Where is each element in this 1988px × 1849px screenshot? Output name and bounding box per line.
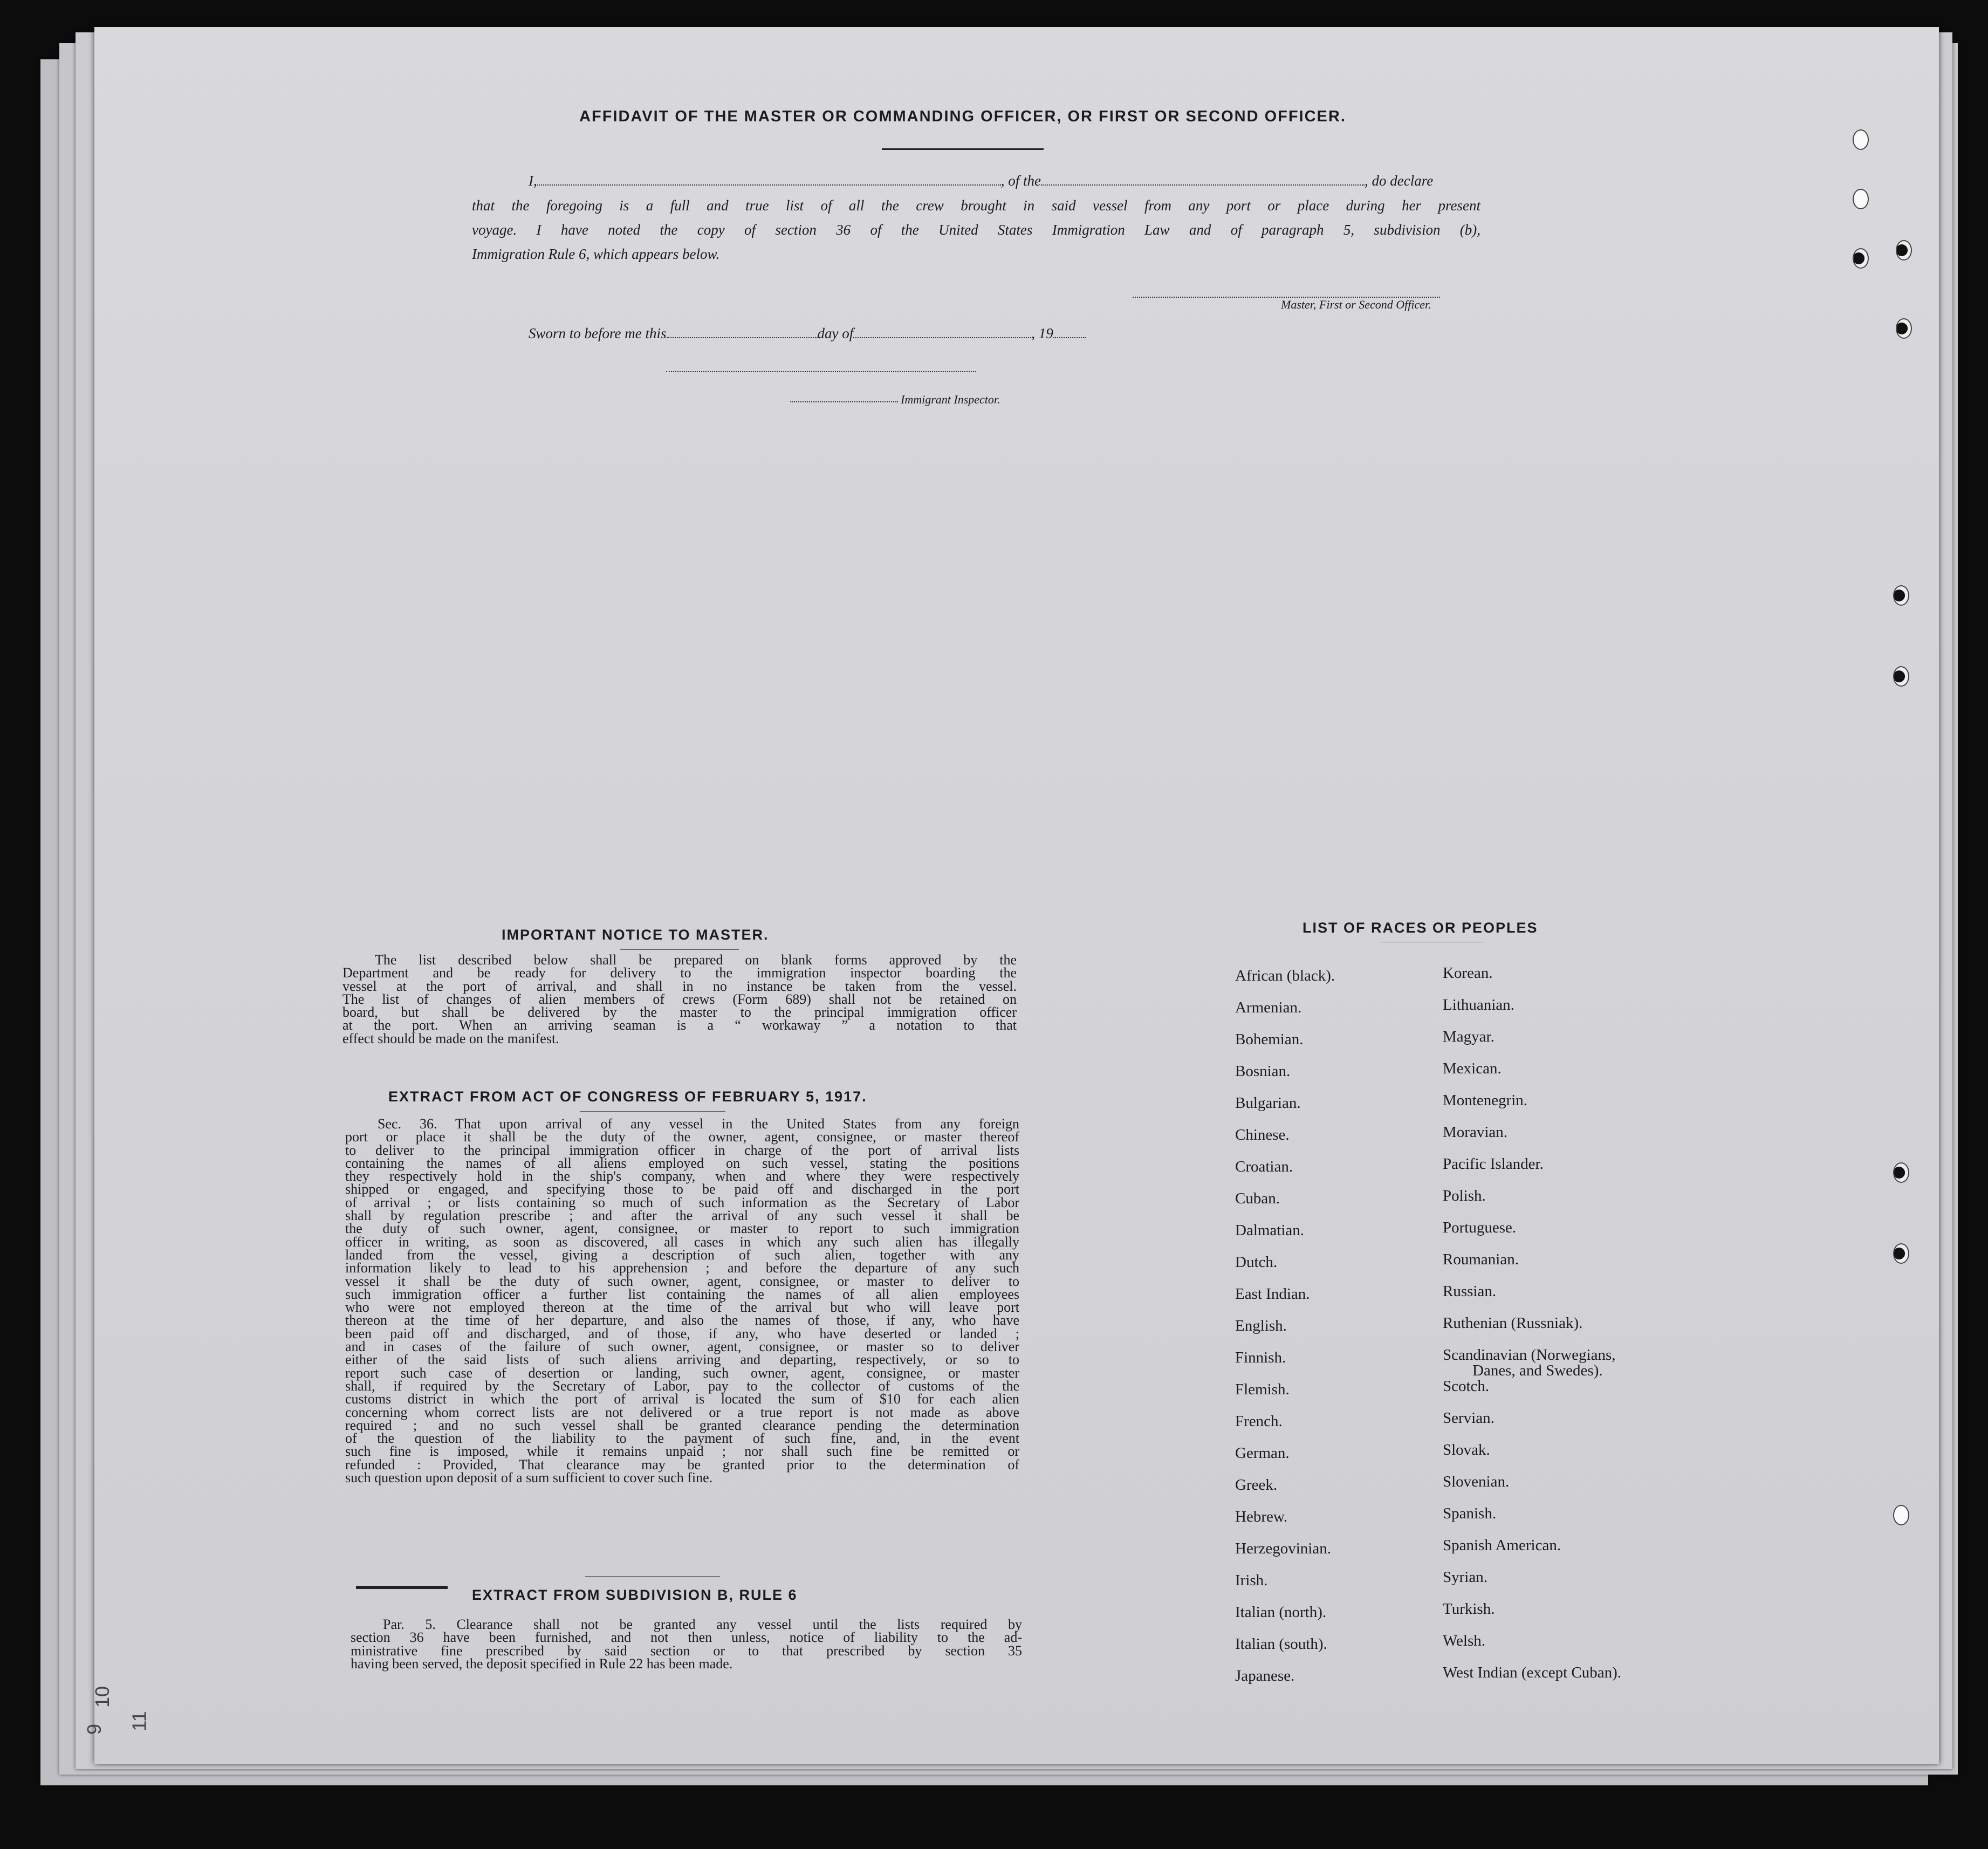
rule-line: section 36 have been furnished, and not then unless, notice of liability to the ad-: [351, 1629, 1022, 1646]
race-item: Russian.: [1443, 1283, 1497, 1300]
act-line: they respectively hold in the ship's company, when and where they were respectively: [345, 1168, 1019, 1184]
inspector-dots: [790, 394, 898, 402]
signature-blank: [1133, 287, 1440, 298]
affidavit-i: I,: [529, 173, 537, 189]
act-line: Sec. 36. That upon arrival of any vessel in the United States from any foreign: [378, 1116, 1019, 1132]
day-blank: [667, 327, 818, 338]
act-line: who were not employed thereon at the time of the arrival but who will leave port: [345, 1299, 1019, 1316]
affidavit-of-the: , of the: [1000, 173, 1041, 189]
rule-heading: EXTRACT FROM SUBDIVISION B, RULE 6: [472, 1587, 798, 1603]
race-item: Chinese.: [1235, 1126, 1290, 1143]
affidavit-line3: voyage. I have noted the copy of section 36 of the United States Immigration Law and of paragraph 5, subdivision (b),: [472, 222, 1480, 238]
act-line: shall, if required by the Secretary of Labor, pay to the collector of customs of the: [345, 1378, 1019, 1394]
binder-hole: [1893, 1505, 1909, 1525]
race-item: French.: [1235, 1413, 1283, 1430]
notice-line: The list of changes of alien members of crews (Form 689) shall not be retained on: [342, 991, 1017, 1007]
inspector-caption: Immigrant Inspector.: [901, 393, 1000, 406]
act-line: thereon at the time of her departure, and also the names of those, if any, who have: [345, 1312, 1019, 1328]
act-line: report such case of desertion or landing, such owner, agent, consignee, or master: [345, 1365, 1019, 1381]
binder-hole: [1896, 240, 1912, 261]
act-line: either of the said lists of such aliens arriving and departing, respectively, or so to: [345, 1352, 1019, 1368]
race-item: Irish.: [1235, 1572, 1268, 1589]
heading-underline: [882, 148, 1044, 150]
races-left-column: [1235, 960, 1335, 1692]
rule-divider: [585, 1576, 720, 1577]
affidavit-line4: Immigration Rule 6, which appears below.: [472, 246, 720, 262]
act-line: shall by regulation prescribe ; and after the arrival of any such vessel it shall be: [345, 1208, 1019, 1224]
race-item: German.: [1235, 1444, 1290, 1462]
race-item: Bohemian.: [1235, 1031, 1304, 1048]
margin-mark: 11: [128, 1711, 150, 1731]
affidavit-line1: [529, 173, 1433, 189]
act-line: port or place it shall be the duty of the owner, agent, consignee, or master thereof: [345, 1129, 1019, 1145]
binder-hole: [1853, 129, 1869, 150]
race-item: Portuguese.: [1443, 1219, 1517, 1236]
race-item: Dalmatian.: [1235, 1222, 1305, 1239]
notice-line: The list described below shall be prepared on blank forms approved by the: [375, 952, 1017, 968]
race-item: Flemish.: [1235, 1381, 1290, 1398]
race-item: Spanish American.: [1443, 1537, 1561, 1554]
act-line: concerning whom correct lists are not delivered or a true report is not made as above: [345, 1404, 1019, 1420]
race-item: Italian (north).: [1235, 1604, 1327, 1621]
race-item: Lithuanian.: [1443, 996, 1514, 1013]
race-item: Mexican.: [1443, 1060, 1502, 1077]
sworn-year: , 19: [1031, 325, 1053, 341]
act-line: landed from the vessel, giving a description of such alien, together with any: [345, 1247, 1019, 1263]
binder-hole: [1893, 666, 1909, 687]
notice-heading: IMPORTANT NOTICE TO MASTER.: [502, 927, 769, 943]
name-blank: [537, 175, 1001, 186]
race-item: Greek.: [1235, 1476, 1278, 1494]
act-line: officer in writing, as soon as discovered, all cases in which any such alien has illegally: [345, 1234, 1019, 1250]
race-item: Korean.: [1443, 964, 1493, 982]
act-line: the duty of such owner, agent, consignee, or master to report to such immigration: [345, 1221, 1019, 1237]
race-item: Finnish.: [1235, 1349, 1286, 1366]
binder-hole: [1893, 585, 1909, 606]
race-item: West Indian (except Cuban).: [1443, 1664, 1622, 1681]
act-line: vessel it shall be the duty of such owner, agent, consignee, or master to deliver to: [345, 1273, 1019, 1289]
month-blank: [853, 327, 1031, 338]
act-heading: EXTRACT FROM ACT OF CONGRESS OF FEBRUARY 5, 1917.: [388, 1088, 867, 1105]
race-item: East Indian.: [1235, 1285, 1310, 1303]
margin-mark: 10: [91, 1686, 114, 1708]
vessel-blank: [1041, 175, 1365, 186]
race-item: Cuban.: [1235, 1190, 1280, 1207]
signature-caption: Master, First or Second Officer.: [1281, 298, 1431, 311]
binder-hole: [1893, 1243, 1909, 1264]
rule-line: Par. 5. Clearance shall not be granted any vessel until the lists required by: [383, 1617, 1022, 1632]
race-item-continued: Danes, and Swedes).: [1472, 1362, 1603, 1379]
race-item: Bulgarian.: [1235, 1094, 1301, 1112]
race-item: Pacific Islander.: [1443, 1155, 1544, 1173]
race-item: Herzegovinian.: [1235, 1540, 1331, 1557]
act-line: been paid off and discharged, and of those, if any, who have deserted or landed ;: [345, 1325, 1019, 1341]
race-item: Bosnian.: [1235, 1063, 1291, 1080]
race-item: Syrian.: [1443, 1569, 1487, 1586]
race-item: Japanese.: [1235, 1667, 1295, 1684]
binder-hole: [1853, 248, 1869, 269]
act-line: customs district in which the port of arrival is located the sum of $10 for each alien: [345, 1391, 1019, 1407]
binder-hole: [1896, 318, 1912, 339]
race-item: Moravian.: [1443, 1124, 1507, 1141]
binder-hole: [1893, 1162, 1909, 1183]
race-item: Slovenian.: [1443, 1473, 1510, 1490]
act-text: [345, 1118, 1019, 1484]
race-item: Magyar.: [1443, 1028, 1495, 1045]
race-item: African (black).: [1235, 967, 1335, 984]
affidavit-declare: , do declare: [1365, 173, 1434, 189]
race-item: Servian.: [1443, 1409, 1495, 1427]
race-item: Armenian.: [1235, 999, 1302, 1016]
race-item: Turkish.: [1443, 1600, 1495, 1618]
race-item: Slovak.: [1443, 1441, 1490, 1458]
notice-line: effect should be made on the manifest.: [342, 1030, 559, 1046]
rule-bar: [356, 1586, 448, 1589]
race-item: Scandinavian (Norwegians,: [1443, 1346, 1616, 1364]
race-item: English.: [1235, 1317, 1287, 1334]
race-item: Welsh.: [1443, 1632, 1486, 1649]
race-item: Dutch.: [1235, 1254, 1278, 1271]
act-line: such immigration officer a further list containing the names of all alien employees: [345, 1286, 1019, 1302]
race-item: Ruthenian (Russniak).: [1443, 1314, 1583, 1332]
act-line: information likely to lead to his apprehension ; and before the departure of any such: [345, 1260, 1019, 1276]
act-line: to deliver to the principal immigration officer in charge of the port of arrival lists: [345, 1142, 1019, 1158]
race-item: Italian (south).: [1235, 1635, 1327, 1653]
sworn-day-of: day of: [817, 325, 854, 341]
notice-line: at the port. When an arriving seaman is a “ workaway ” a notation to that: [342, 1017, 1017, 1033]
act-line: shipped or engaged, and specifying those to be paid off and discharged in the port: [345, 1181, 1019, 1197]
notice-line: Department and be ready for delivery to the immigration inspector boarding the: [342, 965, 1017, 981]
act-line: refunded : Provided, That clearance may be granted prior to the determination of: [345, 1456, 1019, 1473]
act-line: and in cases of the failure of such owner, agent, consignee, or master so to deliver: [345, 1339, 1019, 1355]
act-line: of arrival ; or lists containing so much of such information as the Secretary of Labor: [345, 1194, 1019, 1210]
inspector-signature-blank: [666, 361, 976, 372]
affidavit-line2: that the foregoing is a full and true list of all the crew brought in said vessel from any port or place during her present: [472, 197, 1480, 214]
race-item: Spanish.: [1443, 1505, 1497, 1522]
margin-mark: 9: [83, 1723, 106, 1735]
act-line: of the question of the liability to the payment of such fine, and, in the event: [345, 1430, 1019, 1447]
year-blank: [1053, 327, 1086, 338]
manifest-page: [94, 27, 1939, 1764]
notice-line: board, but shall be delivered by the master to the principal immigration officer: [342, 1004, 1017, 1021]
notice-underline: [620, 949, 739, 950]
notice-line: vessel at the port of arrival, and shall in no instance be taken from the vessel.: [342, 978, 1017, 994]
act-line: such question upon deposit of a sum sufficient to cover such fine.: [345, 1470, 713, 1486]
rule-line: ministrative fine prescribed by said section or to that prescribed by section 35: [351, 1642, 1022, 1659]
affidavit-heading: AFFIDAVIT OF THE MASTER OR COMMANDING OFFICER, OR FIRST OR SECOND OFFICER.: [579, 108, 1346, 125]
races-heading: LIST OF RACES OR PEOPLES: [1303, 920, 1538, 936]
sworn-prefix: Sworn to before me this: [529, 325, 667, 341]
act-underline: [580, 1111, 725, 1112]
act-line: such fine is imposed, while it remains unpaid ; nor shall such fine be remitted or: [345, 1443, 1019, 1460]
rule-line: having been served, the deposit specified in Rule 22 has been made.: [351, 1655, 733, 1672]
race-item: Croatian.: [1235, 1158, 1293, 1175]
act-line: containing the names of all aliens employed on such vessel, stating the positions: [345, 1155, 1019, 1171]
race-item: Hebrew.: [1235, 1508, 1288, 1525]
binder-hole: [1853, 189, 1869, 209]
race-item: Roumanian.: [1443, 1251, 1519, 1268]
race-item: Polish.: [1443, 1187, 1486, 1204]
race-item: Montenegrin.: [1443, 1092, 1528, 1109]
notice-text: [342, 954, 1017, 1045]
races-right-column: [1443, 957, 1621, 1689]
race-item: Scotch.: [1443, 1378, 1490, 1395]
rule-text: [351, 1618, 1022, 1670]
act-line: required ; and no such vessel shall be granted clearance pending the determination: [345, 1417, 1019, 1433]
sworn-line: [529, 325, 1086, 342]
